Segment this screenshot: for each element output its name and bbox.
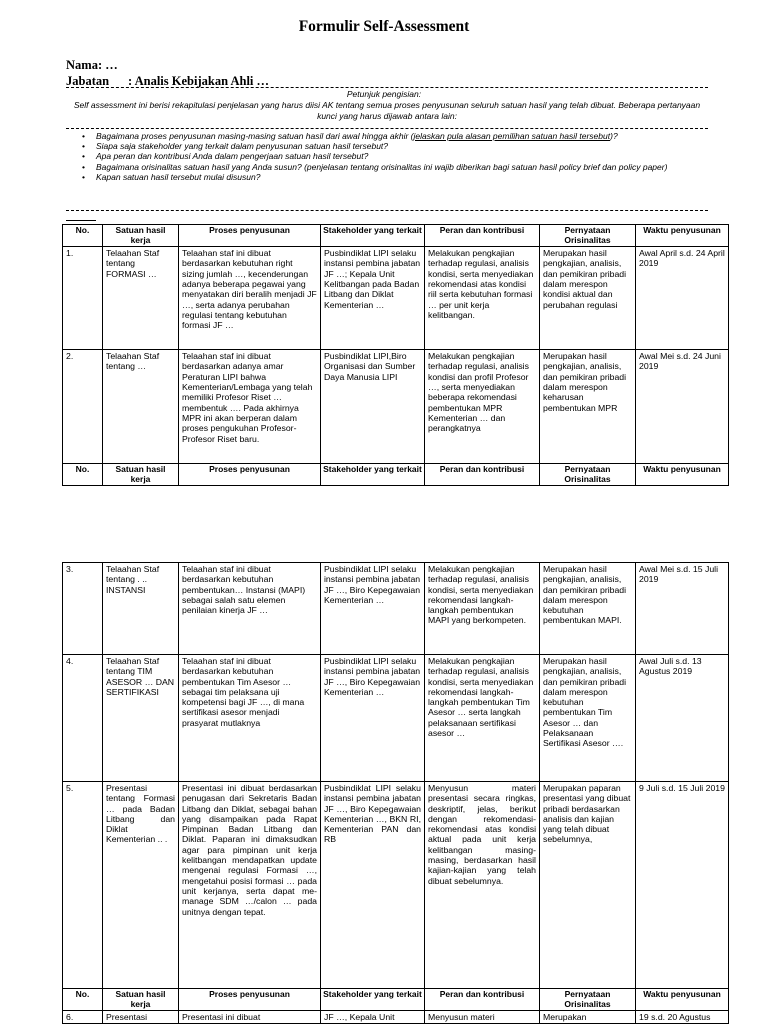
header-no: No. (63, 225, 103, 247)
bullet-icon: • (82, 171, 85, 182)
header-peran: Peran dan kontribusi (425, 989, 540, 1011)
cell-peran: Melakukan pengkajian terhadap regulasi, analisis kondisi, serta menyediakan rekomendasi atas kondisi riil serta kebutuhan formasi … per unit kerja kelitbangan. (425, 247, 540, 350)
cell-peran: Melakukan pengkajian terhadap regulasi, analisis kondisi, serta menyediakan rekomendasi langkah-langkah pembentukan Tim Asesor … serta langkah pelaksanaan sertifikasi asesor … (425, 655, 540, 782)
jabatan-value: : Analis Kebijakan Ahli … (128, 74, 270, 88)
cell-peran: Melakukan pengkajian terhadap regulasi, analisis kondisi dan profil Profesor …, serta menyediakan beberapa rekomendasi pembentukan MPR Kementerian … dan perangkatnya (425, 350, 540, 464)
cell-peran: Menyusun materi presentasi secara ringkas, deskriptif, jelas, berikut dengan rekomendasi-rekomendasi atas kondisi aktual pada unit kerja kelitbangan masing-masing, berdasarkan hasil kajian-kajian yang telah dibuat sebelumnya. (425, 782, 540, 989)
cell-pernyataan: Merupakan hasil pengkajian, analisis, dan pemikiran pribadi dalam merespon kebutuhan pembentukan MAPI. (540, 563, 636, 655)
assessment-table-page-2 (62, 562, 729, 1024)
question-text: Siapa saja stakeholder yang terkait dalam penyusunan satuan hasil tersebut? (96, 141, 389, 152)
table-row (63, 655, 729, 782)
header-proses: Proses penyusunan (179, 225, 321, 247)
table-header-row (63, 989, 729, 1011)
question-text: Bagaimana proses penyusunan masing-masing satuan hasil dari awal hingga akhir ( (96, 131, 414, 141)
cell-pernyataan: Merupakan hasil pengkajian, analisis, dan pemikiran pribadi dalam merespon keharusan pembentukan MPR (540, 350, 636, 464)
header-pernyataan: Pernyataan Orisinalitas (540, 989, 636, 1011)
cell-proses: Telaahan staf ini dibuat berdasarkan kebutuhan pembentukan Tim Asesor … sebagai tim pelaksana uji kompetensi bagi JF …, di mana sertifikasi asesor menjadi prasyarat mutlaknya (179, 655, 321, 782)
question-item (82, 172, 692, 182)
cell-proses: Telaahan staf ini dibuat berdasarkan kebutuhan pembentukan… Instansi (MAPI) sebagai salah satu elemen penilaian kinerja JF … (179, 563, 321, 655)
cell-satuan: Telaahan Staf tentang . .. INSTANSI (103, 563, 179, 655)
petunjuk-heading: Petunjuk pengisian: (346, 89, 422, 99)
bullet-icon: • (82, 151, 85, 162)
cell-satuan: Telaahan Staf tentang FORMASI … (103, 247, 179, 350)
cell-peran: Melakukan pengkajian terhadap regulasi, analisis kondisi, serta menyediakan rekomendasi langkah-langkah pembentukan MAPI yang berkompeten. (425, 563, 540, 655)
jabatan-label: Jabatan (66, 74, 110, 88)
cell-waktu: 9 Juli s.d. 15 Juli 2019 (636, 782, 729, 989)
table-row (63, 350, 729, 464)
header-no: No. (63, 464, 103, 486)
header-pernyataan: Pernyataan Orisinalitas (540, 464, 636, 486)
bullet-icon: • (82, 131, 85, 141)
cell-waktu: Awal Juli s.d. 13 Agustus 2019 (636, 655, 729, 782)
separator (66, 87, 708, 88)
question-text: Apa peran dan kontribusi Anda dalam pengerjaan satuan hasil tersebut? (96, 151, 369, 162)
cell-waktu: Awal Mei s.d. 15 Juli 2019 (636, 563, 729, 655)
cell-satuan: Telaahan Staf tentang TIM ASESOR … DAN SERTIFIKASI (103, 655, 179, 782)
cell-pernyataan: Merupakan (540, 1011, 636, 1024)
bullet-icon: • (82, 141, 85, 152)
cell-no: 4. (63, 655, 103, 782)
header-satuan: Satuan hasil kerja (103, 225, 179, 247)
cell-stakeholder: Pusbindiklat LIPI selaku instansi pembina jabatan JF …, Biro Kepegawaian Kementerian …, BKN RI, Kementerian PAN dan RB (321, 782, 425, 989)
header-proses: Proses penyusunan (179, 464, 321, 486)
nama-field: Nama: … (66, 58, 118, 72)
header-stakeholder: Stakeholder yang terkait (321, 464, 425, 486)
header-proses: Proses penyusunan (179, 989, 321, 1011)
table-header-row (63, 464, 729, 486)
question-text: Bagaimana orisinalitas satuan hasil yang Anda susun? (penjelasan tentang orisinalitas ini wajib diberikan bagi satuan hasil policy brief dan policy paper) (96, 161, 668, 172)
header-waktu: Waktu penyusunan (636, 225, 729, 247)
cell-no: 6. (63, 1011, 103, 1024)
header-peran: Peran dan kontribusi (425, 464, 540, 486)
cell-proses: Telaahan staf ini dibuat berdasarkan adanya amar Peraturan LIPI bahwa Kementerian/Lembaga yang telah memiliki Profesor Riset … membentuk …. Pada akhirnya MPR ini akan berperan dalam proses pengukuhan Profesor-Profesor Riset baru. (179, 350, 321, 464)
cell-stakeholder: Pusbindiklat LIPI selaku instansi pembina jabatan JF …, Biro Kepegawaian Kementerian … (321, 563, 425, 655)
separator (66, 128, 708, 129)
table-row (63, 782, 729, 989)
header-satuan: Satuan hasil kerja (103, 989, 179, 1011)
cell-no: 3. (63, 563, 103, 655)
header-stakeholder: Stakeholder yang terkait (321, 989, 425, 1011)
bullet-icon: • (82, 161, 85, 172)
question-item (82, 131, 692, 141)
cell-no: 5. (63, 782, 103, 989)
cell-satuan: Presentasi (103, 1011, 179, 1024)
header-pernyataan: Pernyataan Orisinalitas (540, 225, 636, 247)
cell-satuan: Presentasi tentang Formasi … pada Badan Litbang dan Diklat Kementerian .. . (103, 782, 179, 989)
question-underlined: jelaskan pula alasan pemilihan satuan hasil tersebut (413, 131, 611, 141)
cell-proses: Telaahan staf ini dibuat berdasarkan kebutuhan right sizing jumlah …, kecenderungan adanya beberapa pegawai yang menyatakan diri beralih menjadi JF …, serta adanya perubahan regulasi tentang kebutuhan formasi JF … (179, 247, 321, 350)
assessment-table-page-1 (62, 224, 729, 486)
question-item (82, 162, 692, 172)
cell-waktu: 19 s.d. 20 Agustus (636, 1011, 729, 1024)
cell-waktu: Awal Mei s.d. 24 Juni 2019 (636, 350, 729, 464)
question-list (82, 131, 692, 182)
question-text: Kapan satuan hasil tersebut mulai disusun? (96, 171, 261, 182)
header-satuan: Satuan hasil kerja (103, 464, 179, 486)
cell-pernyataan: Merupakan hasil pengkajian, analisis, dan pemikiran pribadi dalam merespon kondisi aktual dan perubahan regulasi (540, 247, 636, 350)
separator (66, 210, 708, 211)
form-title: Formulir Self-Assessment (298, 18, 470, 35)
petunjuk-text: Self assessment ini berisi rekapitulasi penjelasan yang harus diisi AK tentang semua proses penyusunan seluruh satuan hasil yang telah dibuat. Beberapa pertanyaan kunci yang harus dijawab antara lain: (73, 100, 701, 121)
cell-stakeholder: Pusbindiklat LIPI selaku instansi pembina jabatan JF …; Kepala Unit Kelitbangan pada Badan Litbang dan Diklat Kementerian … (321, 247, 425, 350)
header-stakeholder: Stakeholder yang terkait (321, 225, 425, 247)
question-item (82, 151, 692, 161)
cell-waktu: Awal April s.d. 24 April 2019 (636, 247, 729, 350)
table-row (63, 247, 729, 350)
cell-no: 2. (63, 350, 103, 464)
cell-satuan: Telaahan Staf tentang … (103, 350, 179, 464)
table-row (63, 1011, 729, 1024)
cell-pernyataan: Merupakan paparan presentasi yang dibuat pribadi berdasarkan analisis dan kajian yang telah dibuat sebelumnya, (540, 782, 636, 989)
cell-stakeholder: Pusbindiklat LIPI selaku instansi pembina jabatan JF …, Biro Kepegawaian Kementerian … (321, 655, 425, 782)
table-row (63, 563, 729, 655)
table-header-row (63, 225, 729, 247)
header-no: No. (63, 989, 103, 1011)
cell-proses: Presentasi ini dibuat berdasarkan penugasan dari Sekretaris Badan Litbang dan Diklat, sebagai bahan yang disampaikan pada Rapat Pimpinan Badan Litbang dan Diklat. Paparan ini dimaksudkan agar para pimpinan unit kerja kelitbangan mendapatkan update mengenai regulasi Formasi …, mengetahui posisi formasi … pada unit kerjanya, serta dapat me-manage SDM …/calon … pada unitnya dengan tepat. (179, 782, 321, 989)
cell-stakeholder: JF …, Kepala Unit (321, 1011, 425, 1024)
question-tail: )? (610, 131, 618, 141)
cell-stakeholder: Pusbindiklat LIPI,Biro Organisasi dan Sumber Daya Manusia LIPI (321, 350, 425, 464)
header-waktu: Waktu penyusunan (636, 464, 729, 486)
cell-no: 1. (63, 247, 103, 350)
cell-proses: Presentasi ini dibuat (179, 1011, 321, 1024)
header-peran: Peran dan kontribusi (425, 225, 540, 247)
header-waktu: Waktu penyusunan (636, 989, 729, 1011)
short-rule (66, 220, 96, 221)
cell-pernyataan: Merupakan hasil pengkajian, analisis, dan pemikiran pribadi dalam merespon kebutuhan pembentukan Tim Asesor … dan Pelaksanaan Sertifikasi Asesor …. (540, 655, 636, 782)
cell-peran: Menyusun materi (425, 1011, 540, 1024)
question-item (82, 141, 692, 151)
